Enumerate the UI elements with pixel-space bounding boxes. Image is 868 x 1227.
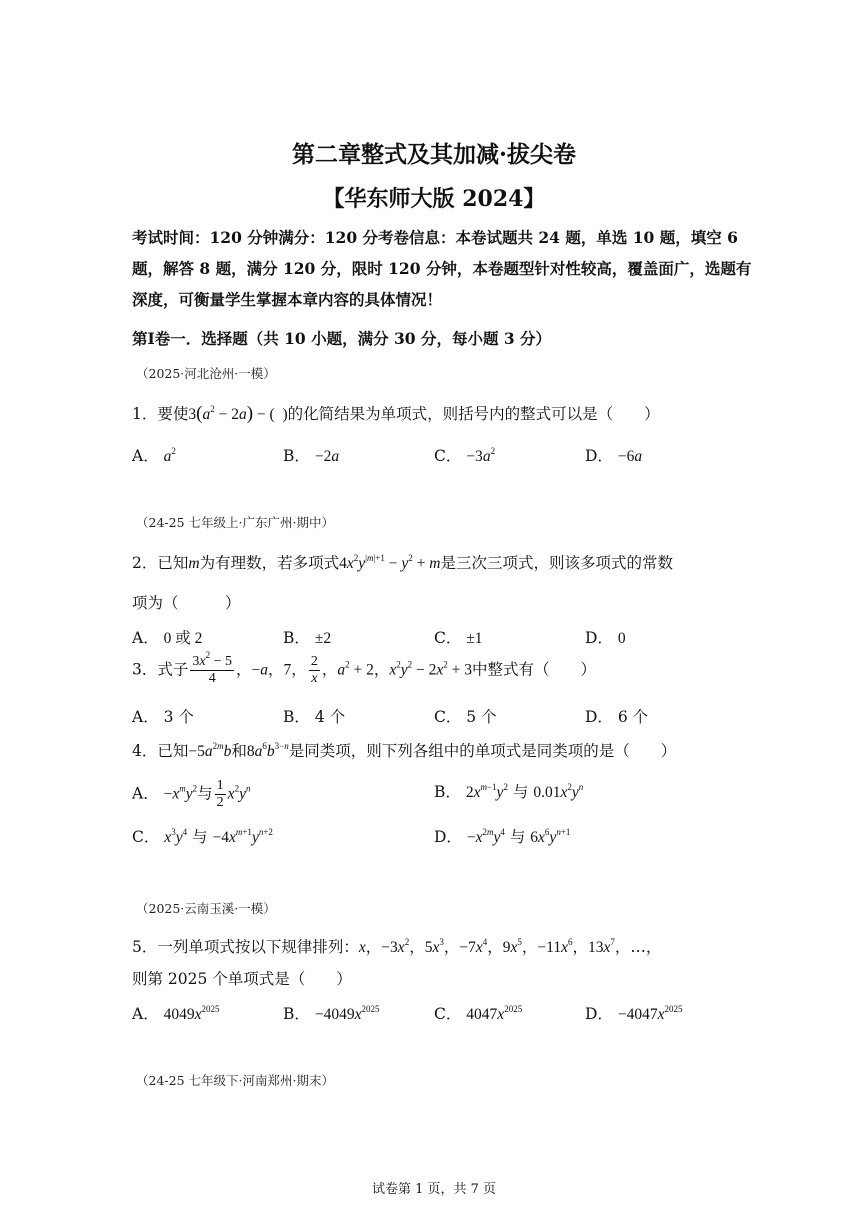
section-heading: 第Ⅰ卷一．选择题（共 10 小题，满分 30 分，每小题 3 分） [132,329,552,348]
question-1-stem: 1．要使$3(a^2 - 2a)$ − ( )的化简结果为单项式，则括号内的整式可以是（ ） [132,403,660,424]
option-d[interactable]: D． 6 个 [585,708,649,726]
question-3-stem: 3．式子 $\frac{3x^2 - 5}{4}$ ，−a，7， $\frac{2}{x}$ ，$a^2 + 2$，$x^2y^2 - 2x^2 + 3$中整式有（ ） [132,650,597,686]
fraction: $\frac{3x^2 - 5}{4}$ [192,650,233,686]
question-source: （24-25 七年级下·河南郑州·期末） [136,1073,334,1088]
option-d[interactable]: D． 0 [585,629,626,647]
option-d[interactable]: D． $-x^{2m}y^4$ 与 $6x^6y^{n+1}$ [434,827,571,846]
option-b[interactable]: B． −2a [283,447,340,465]
option-b[interactable]: B． 4 个 [283,708,346,726]
option-d[interactable]: D． $-4047x^{2025}$ [585,1004,683,1023]
option-c[interactable]: C． 5 个 [434,708,497,726]
question-source: （24-25 七年级上·广东广州·期中） [136,515,334,530]
option-b[interactable]: B． ±2 [283,629,332,647]
option-a[interactable]: A． $a^2$ [132,446,176,465]
page-subtitle: 【华东师大版 2024】 [322,186,546,212]
question-5-stem-cont: 则第 2025 个单项式是（ ） [132,970,352,988]
option-c[interactable]: C． $x^3y^4$ 与 $-4x^{m+1}y^{n+2}$ [132,827,273,846]
question-5-stem: 5．一列单项式按以下规律排列：x，$-3x^2$，$5x^3$，$-7x^4$，$9x^5$，$-11x^6$，$13x^7$，…， [132,937,662,956]
math-expression: $3(a^2 - 2a)$ − ( ) [188,403,288,424]
option-a[interactable]: A． $4049x^{2025}$ [132,1004,220,1023]
question-2-stem-cont: 项为（ ） [132,594,241,612]
exam-info: 考试时间：120 分钟满分：120 分考卷信息：本卷试题共 24 题，单选 10 题，填空 6 题，解答 8 题，满分 120 分，限时 120 分钟，本卷题型针对性较高，覆盖面广，选题有深度，可衡量学生掌握本章内容的具体情况！ [132,228,752,309]
math-expression: $4x^2y^{|m|+1} - y^2 + m$ [339,553,441,572]
question-source: （2025·河北沧州·一模） [136,366,276,381]
option-b[interactable]: B． $-4049x^{2025}$ [283,1004,380,1023]
fraction: $\frac{2}{x}$ [310,654,318,686]
question-source: （2025·云南玉溪·一模） [136,901,276,916]
option-a[interactable]: A． 0 或 2 [132,629,203,647]
page-footer: 试卷第 1 页，共 7 页 [371,1182,497,1197]
option-a[interactable]: A． $-x^my^2$与 $\frac{1}{2}$ $x^2y^n$ [132,778,251,810]
page-title: 第二章整式及其加减·拔尖卷 [291,141,576,168]
option-c[interactable]: C． $-3a^2$ [434,446,496,465]
option-c[interactable]: C． ±1 [434,629,483,647]
option-b[interactable]: B． $2x^{m-1}y^2$ 与 $0.01x^2y^n$ [434,782,584,801]
question-4-stem: 4．已知$-5a^{2m}b$和$8a^6b^{3-n}$是同类项，则下列各组中的单项式是同类项的是（ ） [132,741,677,760]
option-a[interactable]: A． 3 个 [132,708,194,726]
option-c[interactable]: C． $4047x^{2025}$ [434,1004,523,1023]
question-2-stem: 2．已知m为有理数，若多项式$4x^2y^{|m|+1} - y^2 + m$是三次三项式，则该多项式的常数 [132,553,673,572]
option-d[interactable]: D． −6a [585,447,643,465]
